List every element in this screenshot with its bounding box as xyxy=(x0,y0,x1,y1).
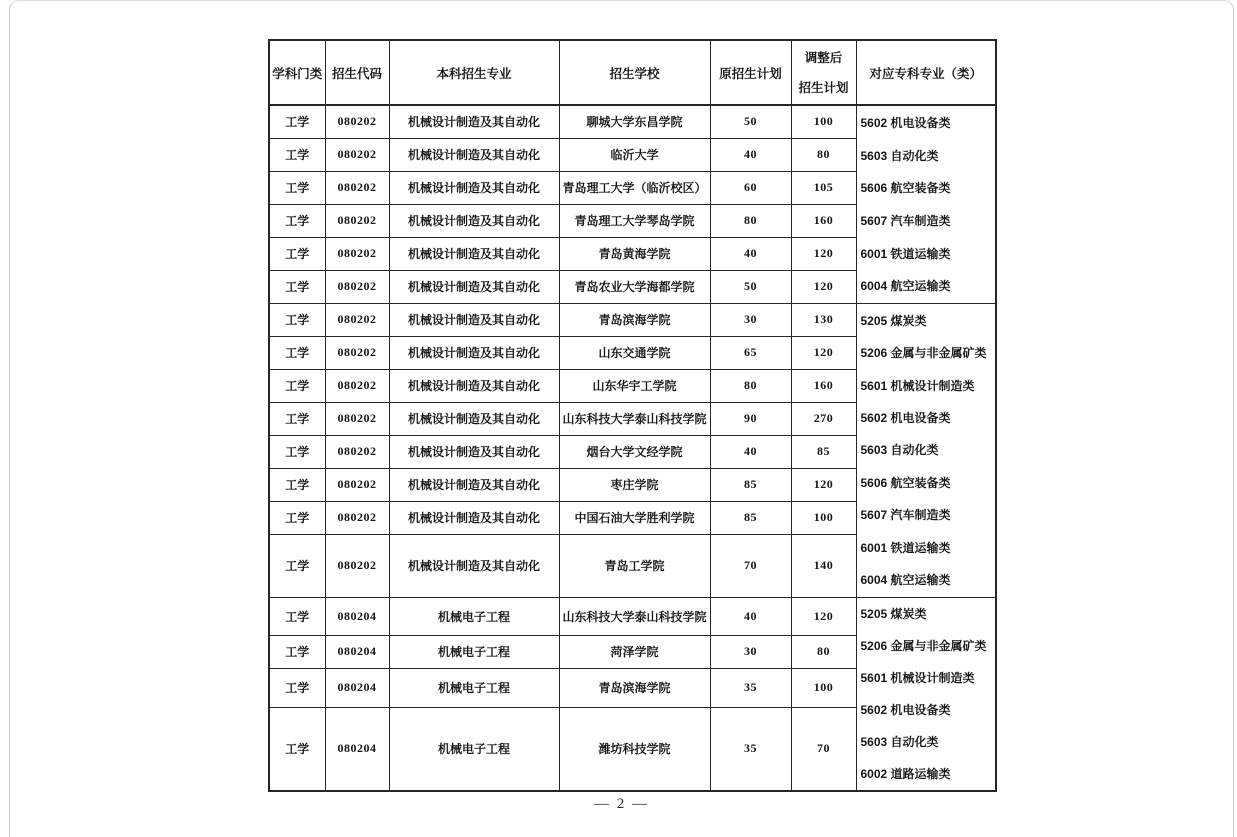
cell-major: 机械设计制造及其自动化 xyxy=(389,501,559,534)
cell-code: 080202 xyxy=(325,534,389,597)
cell-major: 机械设计制造及其自动化 xyxy=(389,402,559,435)
cell-code: 080204 xyxy=(325,635,389,668)
cell-major: 机械设计制造及其自动化 xyxy=(389,270,559,303)
cell-category: 工学 xyxy=(269,435,325,468)
cell-category: 工学 xyxy=(269,270,325,303)
cell-adjusted-plan: 100 xyxy=(791,668,856,707)
cell-code: 080204 xyxy=(325,707,389,791)
cell-college-majors xyxy=(856,105,996,303)
cell-category: 工学 xyxy=(269,369,325,402)
cell-adjusted-plan: 140 xyxy=(791,534,856,597)
cell-major: 机械设计制造及其自动化 xyxy=(389,303,559,336)
cell-code: 080202 xyxy=(325,435,389,468)
college-major-item: 5606 航空装备类 xyxy=(860,475,951,490)
college-major-item: 5606 航空装备类 xyxy=(860,181,951,196)
cell-code: 080204 xyxy=(325,597,389,635)
cell-code: 080202 xyxy=(325,204,389,237)
cell-school: 聊城大学东昌学院 xyxy=(559,105,710,138)
cell-school: 临沂大学 xyxy=(559,138,710,171)
cell-adjusted-plan: 160 xyxy=(791,204,856,237)
cell-school: 枣庄学院 xyxy=(559,468,710,501)
cell-major: 机械电子工程 xyxy=(389,668,559,707)
cell-original-plan: 40 xyxy=(710,237,791,270)
cell-category: 工学 xyxy=(269,534,325,597)
cell-major: 机械设计制造及其自动化 xyxy=(389,468,559,501)
col-header-category: 学科门类 xyxy=(269,40,325,105)
cell-original-plan: 85 xyxy=(710,468,791,501)
college-major-item: 5602 机电设备类 xyxy=(860,411,951,426)
cell-original-plan: 35 xyxy=(710,668,791,707)
college-major-item: 5607 汽车制造类 xyxy=(860,508,951,523)
cell-code: 080202 xyxy=(325,237,389,270)
cell-adjusted-plan: 270 xyxy=(791,402,856,435)
cell-code: 080202 xyxy=(325,138,389,171)
cell-code: 080204 xyxy=(325,668,389,707)
college-major-item: 5603 自动化类 xyxy=(860,735,939,750)
cell-original-plan: 65 xyxy=(710,336,791,369)
cell-adjusted-plan: 80 xyxy=(791,138,856,171)
college-major-item: 5205 煤炭类 xyxy=(860,313,927,328)
cell-category: 工学 xyxy=(269,468,325,501)
cell-school: 山东科技大学泰山科技学院 xyxy=(559,402,710,435)
cell-category: 工学 xyxy=(269,303,325,336)
cell-major: 机械设计制造及其自动化 xyxy=(389,171,559,204)
col-header-college-majors: 对应专科专业（类） xyxy=(856,40,996,105)
college-major-item: 6004 航空运输类 xyxy=(860,279,951,294)
table-row xyxy=(269,597,996,635)
table-header-row xyxy=(269,40,996,105)
cell-major: 机械设计制造及其自动化 xyxy=(389,336,559,369)
cell-adjusted-plan: 120 xyxy=(791,597,856,635)
college-major-item: 5603 自动化类 xyxy=(860,148,939,163)
col-header-code: 招生代码 xyxy=(325,40,389,105)
college-major-item: 5206 金属与非金属矿类 xyxy=(860,346,987,361)
cell-adjusted-plan: 100 xyxy=(791,501,856,534)
cell-school: 烟台大学文经学院 xyxy=(559,435,710,468)
cell-category: 工学 xyxy=(269,237,325,270)
cell-adjusted-plan: 130 xyxy=(791,303,856,336)
cell-major: 机械设计制造及其自动化 xyxy=(389,105,559,138)
cell-school: 青岛滨海学院 xyxy=(559,668,710,707)
cell-major: 机械设计制造及其自动化 xyxy=(389,435,559,468)
cell-category: 工学 xyxy=(269,707,325,791)
cell-code: 080202 xyxy=(325,105,389,138)
cell-major: 机械电子工程 xyxy=(389,707,559,791)
cell-category: 工学 xyxy=(269,138,325,171)
cell-adjusted-plan: 80 xyxy=(791,635,856,668)
cell-code: 080202 xyxy=(325,336,389,369)
cell-school: 青岛理工大学（临沂校区） xyxy=(559,171,710,204)
cell-original-plan: 40 xyxy=(710,435,791,468)
cell-original-plan: 40 xyxy=(710,597,791,635)
col-header-undergrad-major: 本科招生专业 xyxy=(389,40,559,105)
cell-original-plan: 80 xyxy=(710,369,791,402)
cell-category: 工学 xyxy=(269,336,325,369)
cell-original-plan: 35 xyxy=(710,707,791,791)
cell-original-plan: 60 xyxy=(710,171,791,204)
table-row xyxy=(269,303,996,336)
cell-school: 青岛理工大学琴岛学院 xyxy=(559,204,710,237)
cell-category: 工学 xyxy=(269,668,325,707)
cell-school: 中国石油大学胜利学院 xyxy=(559,501,710,534)
cell-school: 菏泽学院 xyxy=(559,635,710,668)
cell-original-plan: 50 xyxy=(710,105,791,138)
cell-original-plan: 40 xyxy=(710,138,791,171)
cell-category: 工学 xyxy=(269,597,325,635)
cell-adjusted-plan: 120 xyxy=(791,270,856,303)
cell-code: 080202 xyxy=(325,303,389,336)
cell-adjusted-plan: 85 xyxy=(791,435,856,468)
cell-major: 机械设计制造及其自动化 xyxy=(389,369,559,402)
college-major-item: 6002 道路运输类 xyxy=(860,767,951,782)
cell-original-plan: 90 xyxy=(710,402,791,435)
cell-code: 080202 xyxy=(325,369,389,402)
cell-school: 青岛黄海学院 xyxy=(559,237,710,270)
cell-adjusted-plan: 120 xyxy=(791,468,856,501)
cell-original-plan: 30 xyxy=(710,635,791,668)
page-number: — 2 — xyxy=(594,796,649,812)
college-major-item: 6001 铁道运输类 xyxy=(860,246,951,261)
college-major-item: 5603 自动化类 xyxy=(860,443,939,458)
cell-adjusted-plan: 105 xyxy=(791,171,856,204)
cell-original-plan: 85 xyxy=(710,501,791,534)
adjusted-plan-label-line2: 招生计划 xyxy=(798,80,849,95)
cell-code: 080202 xyxy=(325,468,389,501)
adjusted-plan-label-line1: 调整后 xyxy=(804,50,843,65)
table-row xyxy=(269,105,996,138)
cell-category: 工学 xyxy=(269,635,325,668)
cell-major: 机械电子工程 xyxy=(389,597,559,635)
cell-original-plan: 80 xyxy=(710,204,791,237)
college-major-item: 5206 金属与非金属矿类 xyxy=(860,639,987,654)
cell-code: 080202 xyxy=(325,270,389,303)
cell-adjusted-plan: 70 xyxy=(791,707,856,791)
enrollment-plan-table xyxy=(268,39,997,792)
cell-adjusted-plan: 160 xyxy=(791,369,856,402)
cell-code: 080202 xyxy=(325,171,389,204)
cell-original-plan: 70 xyxy=(710,534,791,597)
cell-category: 工学 xyxy=(269,402,325,435)
college-major-item: 5601 机械设计制造类 xyxy=(860,671,975,686)
cell-school: 山东华宇工学院 xyxy=(559,369,710,402)
cell-school: 山东交通学院 xyxy=(559,336,710,369)
cell-category: 工学 xyxy=(269,171,325,204)
college-major-item: 5601 机械设计制造类 xyxy=(860,378,975,393)
cell-category: 工学 xyxy=(269,501,325,534)
cell-college-majors xyxy=(856,597,996,791)
college-major-item: 6004 航空运输类 xyxy=(860,573,951,588)
cell-code: 080202 xyxy=(325,402,389,435)
cell-category: 工学 xyxy=(269,204,325,237)
college-major-item: 5602 机电设备类 xyxy=(860,703,951,718)
col-header-adjusted-plan xyxy=(791,40,856,105)
cell-original-plan: 50 xyxy=(710,270,791,303)
cell-school: 青岛滨海学院 xyxy=(559,303,710,336)
col-header-school: 招生学校 xyxy=(559,40,710,105)
college-major-item: 5607 汽车制造类 xyxy=(860,214,951,229)
cell-college-majors xyxy=(856,303,996,597)
college-major-item: 5205 煤炭类 xyxy=(860,607,927,622)
cell-major: 机械设计制造及其自动化 xyxy=(389,237,559,270)
cell-school: 青岛农业大学海都学院 xyxy=(559,270,710,303)
cell-adjusted-plan: 100 xyxy=(791,105,856,138)
cell-major: 机械设计制造及其自动化 xyxy=(389,534,559,597)
cell-major: 机械设计制造及其自动化 xyxy=(389,138,559,171)
cell-major: 机械电子工程 xyxy=(389,635,559,668)
cell-original-plan: 30 xyxy=(710,303,791,336)
col-header-original-plan: 原招生计划 xyxy=(710,40,791,105)
college-major-item: 5602 机电设备类 xyxy=(860,116,951,131)
cell-adjusted-plan: 120 xyxy=(791,336,856,369)
cell-category: 工学 xyxy=(269,105,325,138)
college-major-item: 6001 铁道运输类 xyxy=(860,540,951,555)
cell-code: 080202 xyxy=(325,501,389,534)
cell-school: 青岛工学院 xyxy=(559,534,710,597)
cell-adjusted-plan: 120 xyxy=(791,237,856,270)
cell-major: 机械设计制造及其自动化 xyxy=(389,204,559,237)
document-page xyxy=(9,0,1234,837)
cell-school: 山东科技大学泰山科技学院 xyxy=(559,597,710,635)
cell-school: 潍坊科技学院 xyxy=(559,707,710,791)
